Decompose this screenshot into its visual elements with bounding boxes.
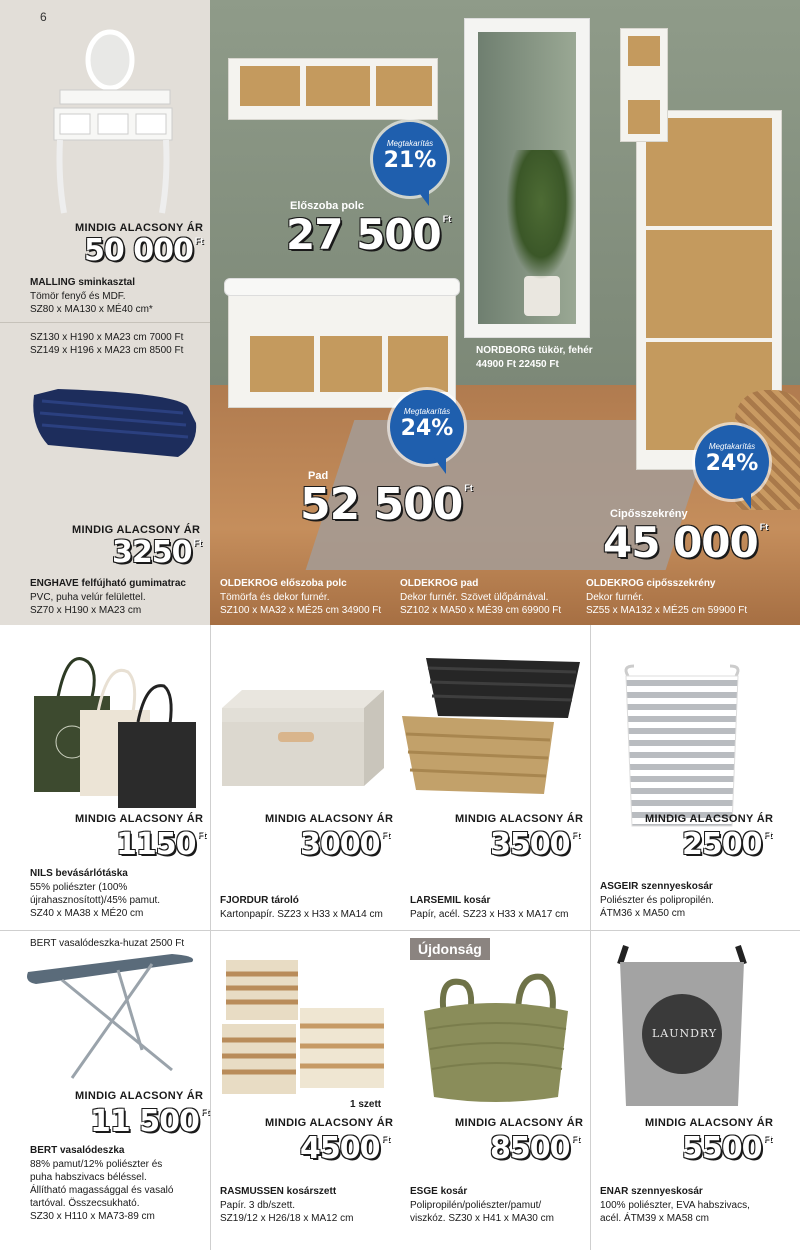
rasmussen-desc-2: SZ19/12 x H26/18 x MA12 cm — [220, 1213, 354, 1224]
asgeir-name: ASGEIR szennyeskosár — [600, 881, 713, 892]
cabinet-inset-door — [628, 36, 660, 66]
shelf-desc-2: SZ100 x MA32 x MÉ25 cm 34900 Ft — [220, 605, 382, 616]
new-badge: Újdonság — [410, 938, 490, 960]
nils-desc-1: 55% poliészter (100% — [30, 882, 128, 893]
cabinet-desc-1: Dekor furnér. — [586, 592, 644, 603]
grid-divider — [210, 625, 211, 1250]
dressing-table-image — [50, 28, 180, 218]
larsemil-name: LARSEMIL kosár — [410, 895, 491, 906]
nils-price: 1150 $^{Ft}$ — [116, 827, 206, 862]
mirror-price: 44900 Ft 22450 Ft — [476, 359, 559, 370]
nils-desc-2: újrahasznosított)/45% pamut. — [30, 895, 161, 906]
enar-desc-2: acél. ÁTM39 x MA58 cm — [600, 1213, 709, 1224]
fjordur-price: 3000 $^{Ft}$ — [300, 827, 390, 862]
divider — [0, 322, 210, 323]
nils-label: MINDIG ALACSONY ÁR — [75, 813, 204, 825]
larsemil-label: MINDIG ALACSONY ÁR — [455, 813, 584, 825]
enar-label: MINDIG ALACSONY ÁR — [645, 1117, 774, 1129]
esge-price: 8500 $^{Ft}$ — [490, 1131, 580, 1166]
asgeir-label: MINDIG ALACSONY ÁR — [645, 813, 774, 825]
basket-set-image — [218, 952, 390, 1100]
nils-name: NILS bevásárlótáska — [30, 868, 128, 879]
malling-name: MALLING sminkasztal — [30, 277, 136, 288]
larsemil-price: 3500 $^{Ft}$ — [490, 827, 580, 862]
fjordur-name: FJORDUR tároló — [220, 895, 299, 906]
shelf-box — [376, 66, 432, 106]
asgeir-desc-2: ÁTM36 x MA50 cm — [600, 908, 686, 919]
bert-desc-3: Állítható magassággal és vasaló — [30, 1185, 174, 1196]
bench-box — [388, 336, 448, 392]
bench-box — [320, 336, 382, 392]
esge-label: MINDIG ALACSONY ÁR — [455, 1117, 584, 1129]
bert-desc-5: SZ30 x H110 x MA73-89 cm — [30, 1211, 155, 1222]
esge-desc-2: viszkóz. SZ30 x H41 x MA30 cm — [410, 1213, 554, 1224]
bert-label: MINDIG ALACSONY ÁR — [75, 1090, 204, 1102]
mattress-variant-1: SZ130 x H190 x MA23 cm 7000 Ft — [30, 332, 184, 343]
enghave-desc-1: PVC, puha velúr felülettel. — [30, 592, 146, 603]
mattress-variant-2: SZ149 x H196 x MA23 cm 8500 Ft — [30, 345, 184, 356]
rasmussen-price: 4500 $^{Ft}$ — [300, 1131, 390, 1166]
esge-desc-1: Polipropilén/poliészter/pamut/ — [410, 1200, 542, 1211]
malling-desc-1: Tömör fenyő és MDF. — [30, 291, 126, 302]
esge-name: ESGE kosár — [410, 1186, 468, 1197]
cabinet-door — [646, 230, 772, 338]
enar-name: ENAR szennyeskosár — [600, 1186, 703, 1197]
enar-desc-1: 100% poliészter, EVA habszivacs, — [600, 1200, 750, 1211]
bench-box — [250, 336, 314, 392]
asgeir-desc-1: Poliészter és polipropilén. — [600, 895, 714, 906]
shelf-savings-badge: Megtakarítás 21% — [373, 122, 447, 196]
tote-bags-image — [28, 642, 203, 812]
shelf-desc-1: Tömörfa és dekor furnér. — [220, 592, 330, 603]
rasmussen-set-label: 1 szett — [350, 1099, 382, 1110]
bench-desc-1: Dekor furnér. Szövet ülőpárnával. — [400, 592, 549, 603]
storage-box-image — [218, 688, 388, 788]
grid-divider — [590, 625, 591, 1250]
shelf-label: Előszoba polc — [290, 200, 364, 212]
bert-price: 11 500 $^{Ft}$ — [90, 1104, 210, 1139]
shelf-name: OLDEKROG előszoba polc — [220, 578, 347, 589]
enghave-desc-2: SZ70 x H190 x MA23 cm — [30, 605, 142, 616]
fjordur-label: MINDIG ALACSONY ÁR — [265, 813, 394, 825]
striped-laundry-basket-image — [618, 662, 746, 830]
bert-cover-text: BERT vasalódeszka-huzat 2500 Ft — [30, 938, 185, 949]
bench-label: Pad — [308, 470, 329, 482]
enghave-price: 3250 $^{Ft}$ — [112, 535, 202, 570]
plant-leaves — [506, 150, 576, 280]
cotton-basket-image — [418, 965, 574, 1105]
page-number: 6 — [40, 10, 47, 24]
cabinet-label: Cipősszekrény — [610, 508, 688, 520]
bench-cushion — [224, 278, 460, 296]
enghave-label: MINDIG ALACSONY ÁR — [72, 524, 201, 536]
rasmussen-desc-1: Papír. 3 db/szett. — [220, 1200, 296, 1211]
enghave-name: ENGHAVE felfújható gumimatrac — [30, 578, 186, 589]
malling-price: 50 000 $^{Ft}$ — [84, 233, 204, 268]
bench-name: OLDEKROG pad — [400, 578, 479, 589]
ironing-board-image — [22, 950, 200, 1082]
bert-cover-line — [30, 937, 184, 950]
bert-desc-4: tartóval. Összecsukható. — [30, 1198, 140, 1209]
laundry-print: LAUNDRY — [652, 1027, 718, 1040]
malling-desc-2: SZ80 x MA130 x MÉ40 cm* — [30, 304, 153, 315]
bench-price: 52 500 $^{Ft}$ — [300, 479, 473, 530]
asgeir-price: 2500 $^{Ft}$ — [682, 827, 772, 862]
bert-name: BERT vasalódeszka — [30, 1145, 125, 1156]
enar-price: 5500 $^{Ft}$ — [682, 1131, 772, 1166]
larsemil-baskets-image — [398, 652, 584, 802]
shelf-box — [240, 66, 300, 106]
air-mattress-image — [28, 385, 200, 465]
bert-desc-1: 88% pamut/12% poliészter és — [30, 1159, 163, 1170]
cabinet-desc-2: SZ55 x MA132 x MÉ25 cm 59900 Ft — [586, 605, 748, 616]
cabinet-savings-badge: Megtakarítás 24% — [695, 425, 769, 499]
cabinet-inset-door — [628, 100, 660, 134]
nils-desc-3: SZ40 x MA38 x MÉ20 cm — [30, 908, 144, 919]
cabinet-name: OLDEKROG cipősszekrény — [586, 578, 716, 589]
bench-desc-2: SZ102 x MA50 x MÉ39 cm 69900 Ft — [400, 605, 562, 616]
larsemil-desc-1: Papír, acél. SZ23 x H33 x MA17 cm — [410, 909, 569, 920]
malling-label: MINDIG ALACSONY ÁR — [75, 222, 204, 234]
shelf-price: 27 500 $^{Ft}$ — [286, 210, 452, 259]
mirror-name: NORDBORG tükör, fehér — [476, 345, 593, 356]
shelf-box — [306, 66, 370, 106]
cabinet-price: 45 000 $^{Ft}$ — [603, 518, 769, 567]
rasmussen-label: MINDIG ALACSONY ÁR — [265, 1117, 394, 1129]
bench-savings-badge: Megtakarítás 24% — [390, 390, 464, 464]
bert-desc-2: puha habszivacs béléssel. — [30, 1172, 147, 1183]
fjordur-desc-1: Kartonpapír. SZ23 x H33 x MA14 cm — [220, 909, 383, 920]
plant-image — [524, 276, 560, 316]
rasmussen-name: RASMUSSEN kosárszett — [220, 1186, 337, 1197]
grid-divider — [0, 930, 800, 931]
laundry-basket-image — [612, 942, 752, 1110]
